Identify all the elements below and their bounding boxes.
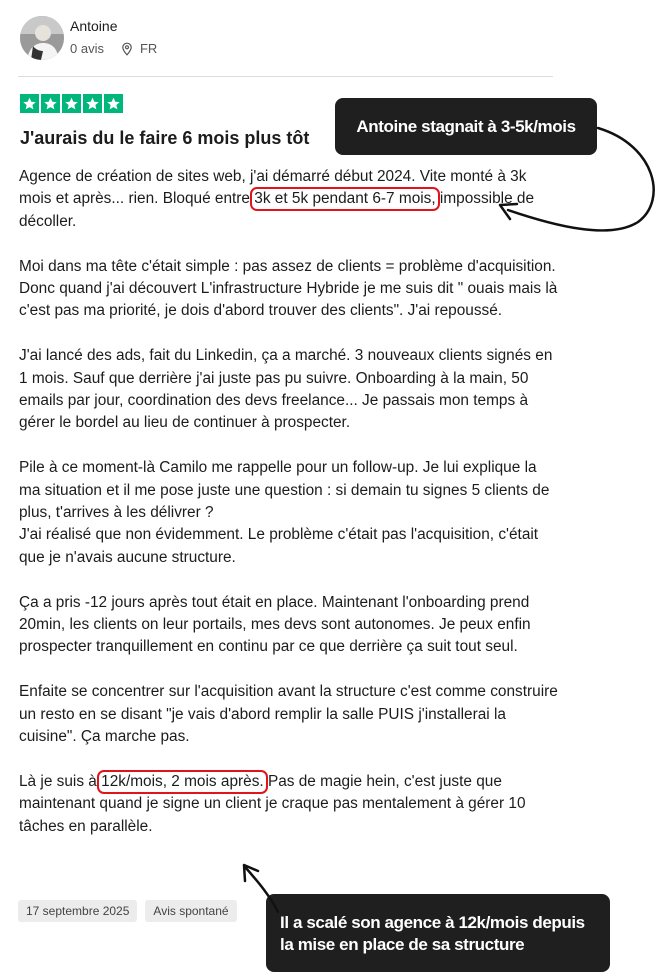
callout-bottom-line1: Il a scalé son agence à 12k/mois depuis bbox=[280, 913, 585, 932]
review-count: 0 avis bbox=[70, 41, 104, 56]
review-paragraph: Ça a pris -12 jours après tout était en place. Maintenant l'onboarding prend 20min, les clients on leur portails, mes devs sont autonomes. Je peux enfin prospecter tranquillement en continu par ce que derrière ça suit tout seul. bbox=[19, 593, 531, 656]
review-type-badge[interactable]: Avis spontané bbox=[145, 900, 236, 922]
callout-top bbox=[335, 98, 597, 155]
star-icon bbox=[20, 94, 39, 113]
reviewer-meta bbox=[70, 41, 157, 56]
avatar-photo bbox=[20, 16, 64, 60]
reviewer-country: FR bbox=[139, 41, 158, 56]
callout-bottom-line2: la mise en place de sa structure bbox=[280, 935, 525, 954]
reviewer-header bbox=[18, 14, 558, 64]
review-date: 17 septembre 2025 bbox=[18, 900, 137, 922]
star-rating bbox=[20, 94, 123, 113]
star-icon bbox=[62, 94, 81, 113]
divider bbox=[18, 76, 553, 77]
star-icon bbox=[41, 94, 60, 113]
star-icon bbox=[104, 94, 123, 113]
location-pin-icon bbox=[120, 42, 134, 56]
review-paragraph: Moi dans ma tête c'était simple : pas assez de clients = problème d'acquisition. Donc quand j'ai découvert L'infrastructure Hybride je me suis dit " ouais mais là c'est pas ma priorité, je dois d'abord trouver des clients". J'ai repoussé. bbox=[19, 257, 558, 320]
review-paragraph: Là je suis à 12k/mois, 2 mois après. Pas de magie hein, c'est juste que maintenant quand je signe un client je craque pas mentalement à gérer 10 tâches en parallèle. bbox=[19, 772, 526, 835]
review-body bbox=[19, 166, 559, 860]
callout-top-text: Antoine stagnait à 3-5k/mois bbox=[356, 116, 576, 136]
highlight-growth: 12k/mois, 2 mois après. bbox=[101, 772, 264, 790]
reviewer-name[interactable]: Antoine bbox=[70, 18, 118, 34]
review-title[interactable]: J'aurais du le faire 6 mois plus tôt bbox=[20, 128, 310, 148]
star-icon bbox=[83, 94, 102, 113]
review-tags bbox=[18, 900, 237, 922]
review-paragraph: J'ai lancé des ads, fait du Linkedin, ça a marché. 3 nouveaux clients signés en 1 mois. Sauf que derrière j'ai juste pas pu suivre. Onboarding à la main, 50 emails par jour, coordination des devs freelance... Je passais mon temps à gérer le bordel au lieu de continuer à prospecter. bbox=[19, 347, 553, 432]
highlight-stagnation: 3k et 5k pendant 6-7 mois, bbox=[254, 190, 436, 208]
review-paragraph: Pile à ce moment-là Camilo me rappelle pour un follow-up. Je lui explique la ma situation et il me pose juste une question : si demain tu signes 5 clients de plus, t'arrives à les délivrer ? J'ai réalisé que non évidemment. Le problème c'était pas l'acquisition, c'était que je n'avais aucune structure. bbox=[19, 459, 550, 566]
avatar[interactable] bbox=[20, 16, 64, 60]
review-paragraph: Agence de création de sites web, j'ai démarré début 2024. Vite monté à 3k mois et après... rien. Bloqué entre 3k et 5k pendant 6-7 mois, impossible de décoller. bbox=[19, 168, 535, 230]
review-paragraph: Enfaite se concentrer sur l'acquisition avant la structure c'est comme construire un resto en se disant "je vais d'abord remplir la salle PUIS j'installerai la cuisine". Ça marche pas. bbox=[19, 683, 558, 746]
callout-bottom bbox=[266, 894, 610, 972]
